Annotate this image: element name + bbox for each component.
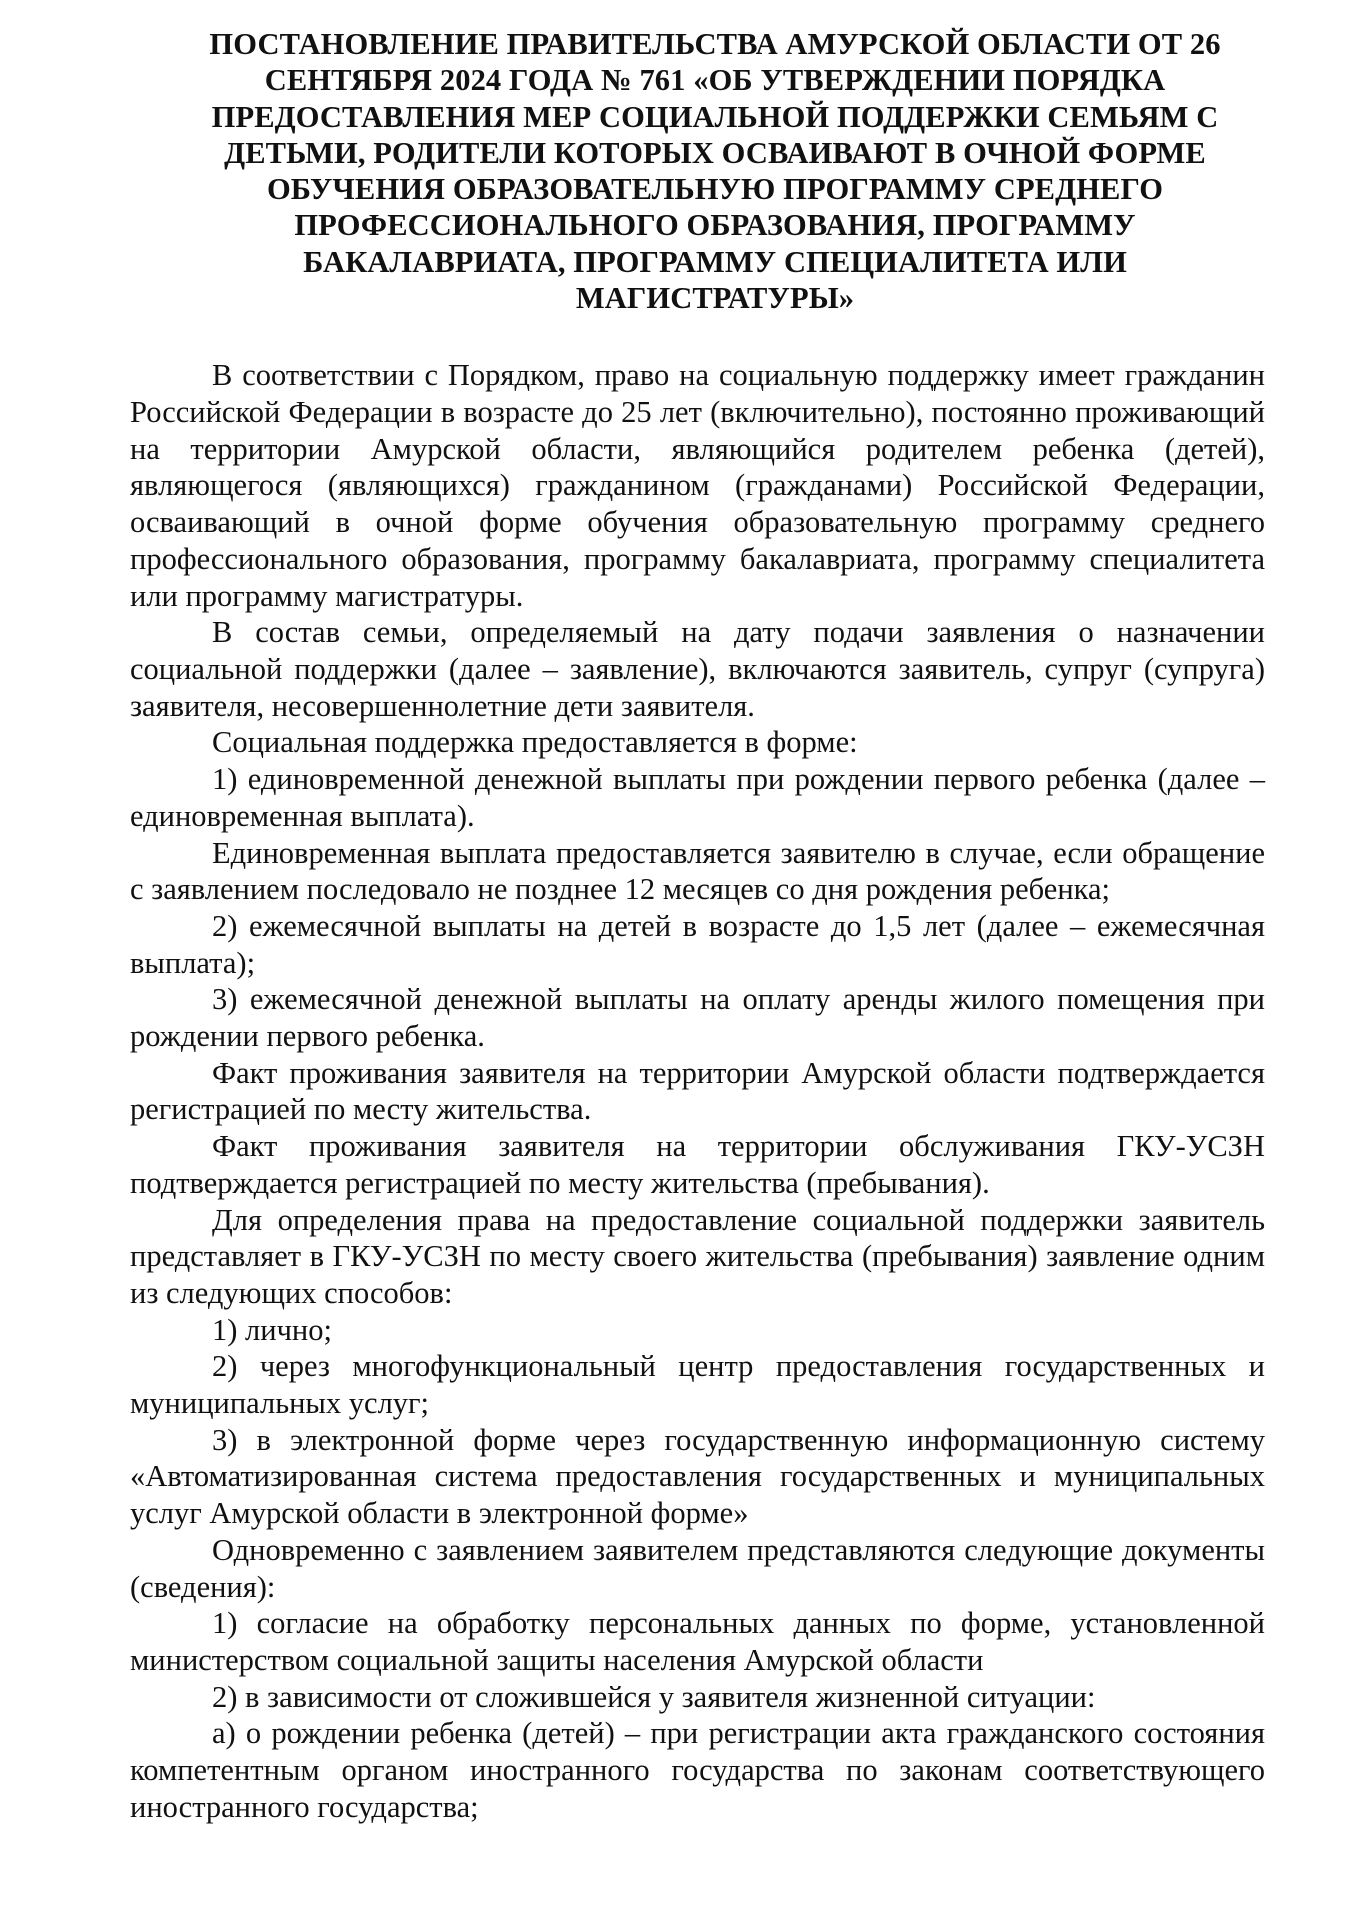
paragraph-support-forms-intro: Социальная поддержка предоставляется в форме: xyxy=(212,725,858,760)
paragraph-rent-payment: 3) ежемесячной денежной выплаты на оплату аренды жилого помещения при рождении первого ребенка. xyxy=(130,982,1265,1054)
paragraph-application-methods: Для определения права на предоставление социальной поддержки заявитель представляет в ГКУ-УСЗН по месту своего жительства (пребывания) заявление одним из следующих способов: xyxy=(130,1202,1265,1310)
paragraph-residence-region: Факт проживания заявителя на территории Амурской области подтверждается регистрацией по месту жительства. xyxy=(130,1055,1265,1127)
paragraph-life-situation: 2) в зависимости от сложившейся у заявителя жизненной ситуации: xyxy=(212,1679,1096,1714)
document-body xyxy=(130,357,1265,1825)
document-title: ПОСТАНОВЛЕНИЕ ПРАВИТЕЛЬСТВА АМУРСКОЙ ОБЛАСТИ ОТ 26 СЕНТЯБРЯ 2024 ГОДА № 761 «ОБ УТВЕРЖДЕНИИ ПОРЯДКА ПРЕДОСТАВЛЕНИЯ МЕР СОЦИАЛЬНОЙ ПОДДЕРЖКИ СЕМЬЯМ С ДЕТЬМИ, РОДИТЕЛИ КОТОРЫХ ОСВАИВАЮТ В ОЧНОЙ ФОРМЕ ОБУЧЕНИЯ ОБРАЗОВАТЕЛЬНУЮ ПРОГРАММУ СРЕДНЕГО ПРОФЕССИОНАЛЬНОГО ОБРАЗОВАНИЯ, ПРОГРАММУ БАКАЛАВРИАТА, ПРОГРАММУ СПЕЦИАЛИТЕТА ИЛИ МАГИСТРАТУРЫ» xyxy=(209,27,1221,316)
paragraph-documents-intro: Одновременно с заявлением заявителем представляются следующие документы (сведения): xyxy=(130,1532,1265,1604)
paragraph-lump-sum-payment: 1) единовременной денежной выплаты при рождении первого ребенка (далее – единовременная выплата). xyxy=(130,762,1265,833)
paragraph-eligibility: В соответствии с Порядком, право на социальную поддержку имеет гражданин Российской Федерации в возрасте до 25 лет (включительно), постоянно проживающий на территории Амурской области, являющийся родителем ребенка (детей), являющегося (являющихся) гражданином (гражданами) Российской Федерации, осваивающий в очной форме обучения образовательную программу среднего профессионального образования, программу бакалавриата, программу специалитета или программу магистратуры. xyxy=(130,358,1265,613)
paragraph-family-composition: В состав семьи, определяемый на дату подачи заявления о назначении социальной поддержки (далее – заявление), включаются заявитель, супруг (супруга) заявителя, несовершеннолетние дети заявителя. xyxy=(130,615,1265,723)
paragraph-monthly-payment: 2) ежемесячной выплаты на детей в возрасте до 1,5 лет (далее – ежемесячная выплата); xyxy=(130,908,1265,980)
paragraph-method-in-person: 1) лично; xyxy=(212,1312,332,1347)
paragraph-residence-service-area: Факт проживания заявителя на территории обслуживания ГКУ-УСЗН подтверждается регистрацией по месту жительства (пребывания). xyxy=(130,1129,1265,1200)
paragraph-lump-sum-condition: Единовременная выплата предоставляется заявителю в случае, если обращение с заявлением последовало не позднее 12 месяцев со дня рождения ребенка; xyxy=(130,835,1265,907)
document-page xyxy=(130,26,1265,1826)
paragraph-method-mfc: 2) через многофункциональный центр предоставления государственных и муниципальных услуг; xyxy=(130,1349,1265,1421)
paragraph-method-electronic: 3) в электронной форме через государственную информационную систему «Автоматизированная система предоставления государственных и муниципальных услуг Амурской области в электронной форме» xyxy=(130,1422,1265,1531)
paragraph-birth-abroad: а) о рождении ребенка (детей) – при регистрации акта гражданского состояния компетентным органом иностранного государства по законам соответствующего иностранного государства; xyxy=(130,1716,1265,1824)
paragraph-consent: 1) согласие на обработку персональных данных по форме, установленной министерством социальной защиты населения Амурской области xyxy=(130,1606,1265,1677)
